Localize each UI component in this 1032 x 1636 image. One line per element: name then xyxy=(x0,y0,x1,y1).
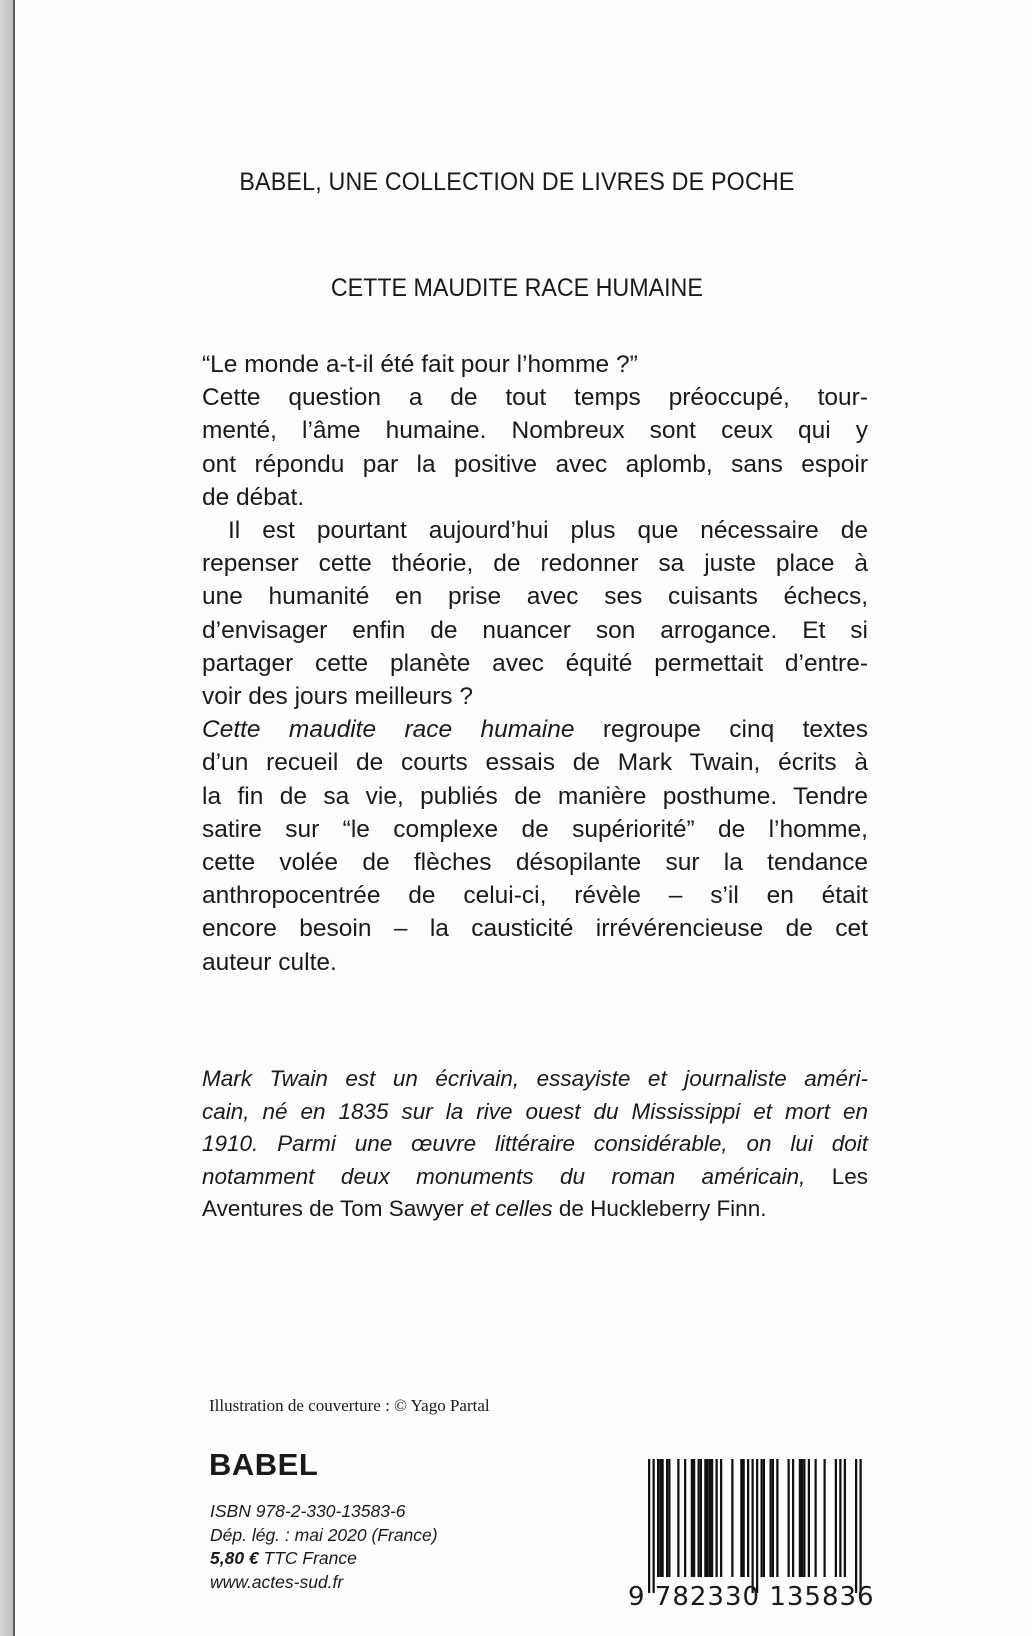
bio-line xyxy=(202,1193,868,1226)
bio-line: cain, né en 1835 sur la rive ouest du Mississippi et mort en xyxy=(202,1098,868,1124)
page-edge-line xyxy=(13,0,15,1636)
barcode-bar xyxy=(839,1459,841,1577)
barcode-bar xyxy=(693,1459,695,1577)
barcode-bar xyxy=(720,1459,722,1577)
barcode-bar xyxy=(763,1459,765,1577)
barcode-bar xyxy=(788,1459,790,1577)
barcode-bar xyxy=(808,1459,810,1577)
barcode-bar xyxy=(709,1459,711,1577)
legal-deposit: Dép. lég. : mai 2020 (France) xyxy=(210,1524,438,1545)
price-suffix: TTC France xyxy=(258,1548,357,1568)
blurb-line: ont répondu par la positive avec aplomb, sans espoir xyxy=(202,450,868,478)
barcode-bar xyxy=(801,1459,803,1577)
book-title-italic: Cette maudite race humaine xyxy=(202,716,575,744)
barcode-bar xyxy=(653,1459,655,1593)
bio-text: de Huckleberry Finn. xyxy=(552,1196,767,1222)
blurb-line: anthropocentrée de celui-ci, révèle – s’il en était xyxy=(202,882,868,910)
barcode-bar xyxy=(844,1459,846,1577)
barcode-bar xyxy=(700,1459,702,1577)
blurb-line: auteur culte. xyxy=(202,948,337,976)
barcode-bar xyxy=(743,1459,745,1577)
barcode-bar xyxy=(761,1459,763,1577)
bio-line: Mark Twain est un écrivain, essayiste et journaliste améri- xyxy=(202,1066,868,1091)
barcode-bar xyxy=(659,1459,661,1577)
barcode-digits: 9 782330 135836 xyxy=(628,1582,875,1612)
bio-text: Aventures de Tom Sawyer xyxy=(202,1196,471,1222)
barcode-bar xyxy=(684,1459,686,1577)
barcode-bar xyxy=(772,1459,774,1577)
barcode-bar xyxy=(835,1459,837,1577)
barcode-bar xyxy=(855,1459,857,1593)
barcode-bar xyxy=(648,1459,650,1593)
barcode-bar xyxy=(747,1459,749,1577)
imprint-block xyxy=(210,1500,438,1594)
barcode-bar xyxy=(691,1459,693,1577)
blurb-text: regroupe cinq textes xyxy=(574,716,868,744)
barcode-bar xyxy=(824,1459,826,1577)
page-edge-shadow xyxy=(0,0,14,1636)
barcode-bar xyxy=(756,1459,758,1593)
author-bio xyxy=(202,1063,868,1226)
collection-heading: BABEL, UNE COLLECTION DE LIVRES DE POCHE xyxy=(239,168,795,196)
blurb-line: voir des jours meilleurs ? xyxy=(202,683,473,711)
blurb-line: encore besoin – la causticité irrévérencieuse de cet xyxy=(202,915,868,943)
barcode-bar xyxy=(776,1459,778,1577)
blurb-line: Il est pourtant aujourd’hui plus que nécessaire de xyxy=(228,517,868,545)
barcode xyxy=(628,1455,878,1615)
blurb-line: cette volée de flèches désopilante sur la tendance xyxy=(202,849,868,877)
barcode-bar xyxy=(792,1459,794,1577)
blurb-line: d’envisager enfin de nuancer son arrogance. Et si xyxy=(202,616,868,644)
barcode-bar xyxy=(740,1459,742,1577)
blurb-line: d’un recueil de courts essais de Mark Twain, écrits à xyxy=(202,749,868,777)
barcode-bar xyxy=(704,1459,706,1577)
blurb-line: repenser cette théorie, de redonner sa juste place à xyxy=(202,550,868,578)
barcode-bar xyxy=(731,1459,733,1577)
barcode-bar xyxy=(677,1459,679,1577)
barcode-bar xyxy=(803,1459,805,1577)
barcode-bar xyxy=(860,1459,862,1593)
blurb-line xyxy=(202,713,868,746)
website: www.actes-sud.fr xyxy=(210,1571,344,1592)
barcode-bar xyxy=(770,1459,772,1577)
blurb-line: Cette question a de tout temps préoccupé, tour- xyxy=(202,384,868,412)
barcode-bar xyxy=(799,1459,801,1577)
bio-text: et xyxy=(470,1196,496,1222)
blurb xyxy=(202,348,868,979)
bio-text: celles xyxy=(495,1196,553,1222)
publisher-logo: BABEL xyxy=(209,1447,319,1482)
barcode-bar xyxy=(752,1459,754,1593)
price-line xyxy=(210,1547,438,1571)
book-title: CETTE MAUDITE RACE HUMAINE xyxy=(330,274,703,302)
barcode-bar xyxy=(815,1459,817,1577)
bio-text: Les xyxy=(805,1163,869,1189)
price: 5,80 € xyxy=(210,1548,259,1568)
barcode-bar xyxy=(707,1459,709,1577)
blurb-line: “Le monde a-t-il été fait pour l’homme ?” xyxy=(202,351,638,378)
barcode-bar xyxy=(668,1459,670,1577)
illustration-credit: Illustration de couverture : © Yago Partal xyxy=(209,1396,490,1415)
isbn: ISBN 978-2-330-13583-6 xyxy=(210,1501,406,1521)
blurb-line: partager cette planète avec équité permettait d’entre- xyxy=(202,649,868,677)
barcode-bar xyxy=(716,1459,718,1577)
bio-line xyxy=(202,1161,868,1194)
barcode-bars xyxy=(628,1455,878,1595)
barcode-bar xyxy=(698,1459,700,1577)
blurb-line: satire sur “le complexe de supériorité” de l’homme, xyxy=(202,815,868,843)
barcode-bar xyxy=(711,1459,713,1577)
barcode-bar xyxy=(662,1459,664,1577)
blurb-line: de débat. xyxy=(202,483,305,511)
bio-line: 1910. Parmi une œuvre littéraire considérable, on lui doit xyxy=(202,1131,868,1157)
barcode-bar xyxy=(657,1459,659,1577)
blurb-line: la fin de sa vie, publiés de manière posthume. Tendre xyxy=(202,782,868,810)
barcode-bar xyxy=(666,1459,668,1577)
blurb-line: une humanité en prise avec ses cuisants échecs, xyxy=(202,583,868,611)
blurb-line: menté, l’âme humaine. Nombreux sont ceux qui y xyxy=(202,417,868,445)
bio-text: notamment deux monuments du roman américain, xyxy=(202,1163,806,1189)
